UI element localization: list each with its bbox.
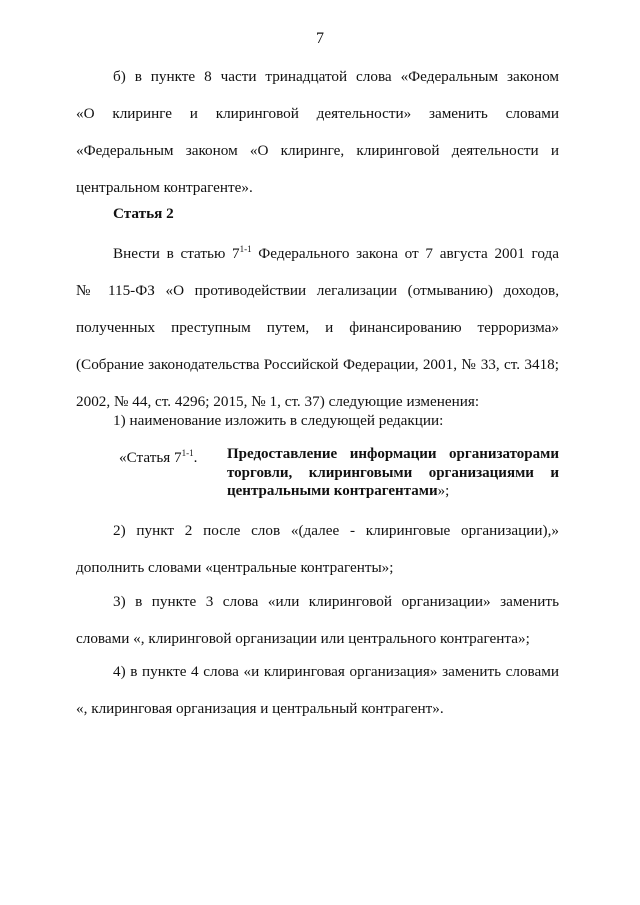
- text-line: словами «, клиринговой организации или центрального контрагента»;: [76, 630, 530, 647]
- text-fragment: .: [193, 449, 198, 466]
- text-line: «О клиринге и клиринговой деятельности» заменить словами: [76, 105, 559, 122]
- superscript: 1-1: [181, 448, 194, 458]
- text-line: полученных преступным путем, и финансированию терроризма»: [76, 319, 559, 336]
- text-fragment: «Статья 7: [119, 449, 182, 466]
- text-line: «, клиринговая организация и центральный контрагент».: [76, 700, 444, 717]
- text-fragment: »;: [437, 483, 450, 499]
- page-number: 7: [316, 30, 324, 47]
- article-heading: Статья 2: [113, 205, 174, 222]
- text-line: [76, 235, 559, 272]
- text-line: № 115-ФЗ «О противодействии легализации (отмыванию) доходов,: [76, 282, 559, 299]
- quoted-article-label: [119, 447, 197, 469]
- text-line: 3) в пункте 3 слова «или клиринговой организации» заменить: [113, 593, 559, 610]
- item-2: [76, 512, 559, 586]
- item-3: [76, 583, 559, 657]
- text-fragment: Внести в статью 7: [113, 245, 240, 262]
- paragraph-b: [76, 58, 559, 206]
- item-4: [76, 653, 559, 727]
- text-line: дополнить словами «центральные контрагенты»;: [76, 559, 394, 576]
- title-line: Предоставление информации организаторами: [227, 446, 559, 462]
- quoted-article-title: [227, 445, 559, 501]
- text-line: центральном контрагенте».: [76, 179, 253, 196]
- text-line: (Собрание законодательства Российской Федерации, 2001, № 33, ст. 3418;: [76, 356, 559, 373]
- superscript: 1-1: [239, 244, 252, 254]
- title-line: торговли, клиринговыми организациями и: [227, 464, 559, 481]
- item-1: 1) наименование изложить в следующей редакции:: [113, 412, 444, 429]
- paragraph-intro: [76, 235, 559, 420]
- text-fragment: Федерального закона от 7 августа 2001 года: [251, 245, 559, 262]
- text-line: 4) в пункте 4 слова «и клиринговая организация» заменить словами: [113, 663, 559, 680]
- text-line: 2002, № 44, ст. 4296; 2015, № 1, ст. 37) следующие изменения:: [76, 393, 480, 410]
- text-line: «Федеральным законом «О клиринге, клиринговой деятельности и: [76, 142, 559, 159]
- text-line: 2) пункт 2 после слов «(далее - клиринговые организации),»: [113, 522, 559, 539]
- text-fragment: центральными контрагентами: [227, 483, 438, 499]
- title-line: [227, 482, 559, 501]
- text-line: б) в пункте 8 части тринадцатой слова «Федеральным законом: [113, 68, 559, 85]
